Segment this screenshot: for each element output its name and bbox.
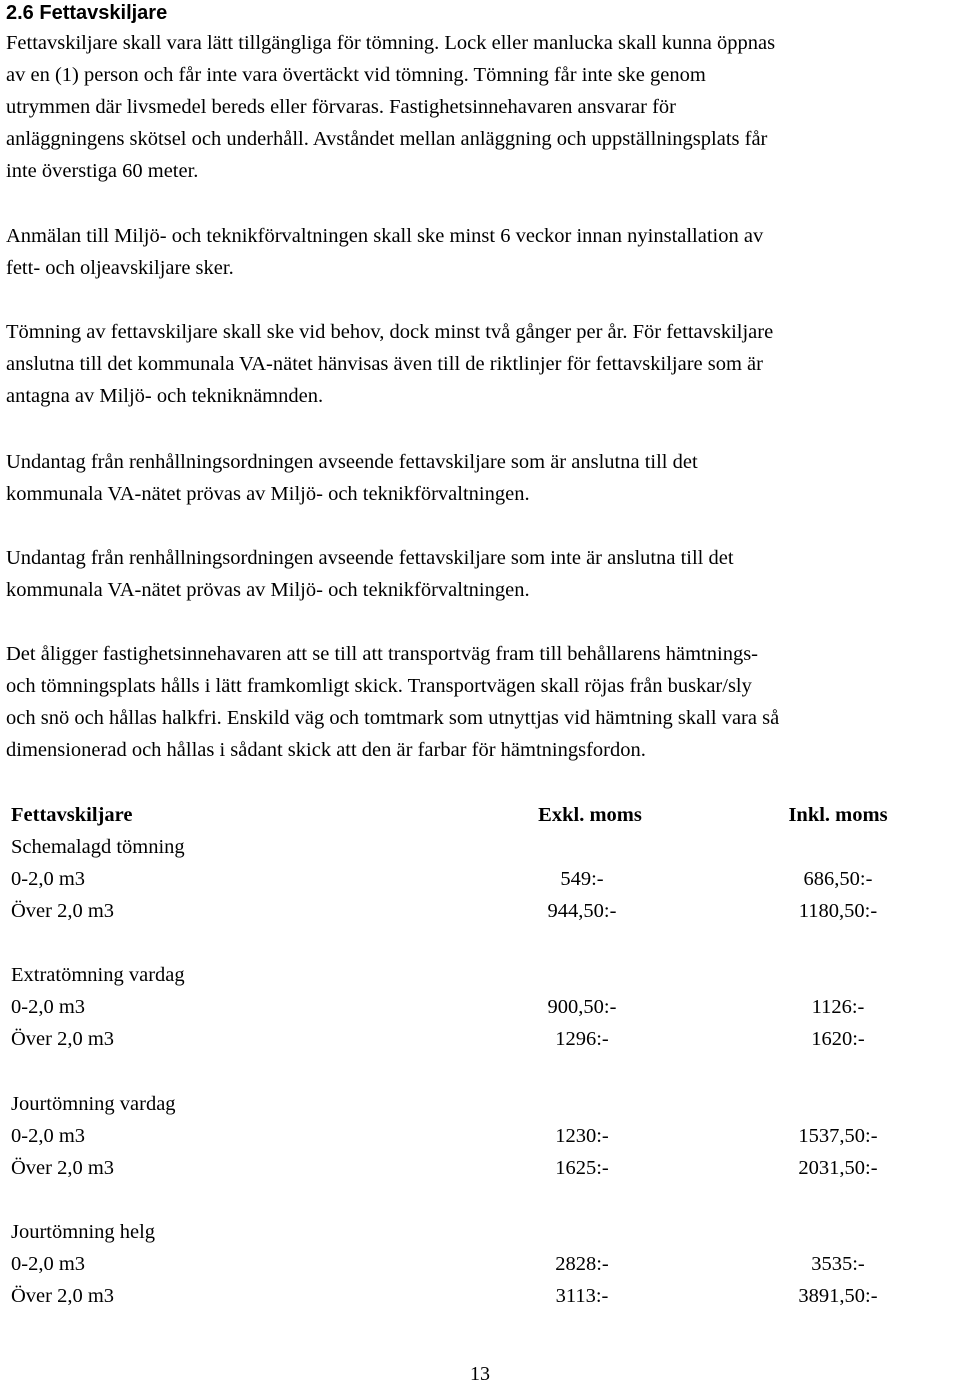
price-row	[0, 991, 960, 1023]
text-line: kommunala VA-nätet prövas av Miljö- och teknikförvaltningen.	[6, 579, 530, 601]
text-line: anslutna till det kommunala VA-nätet hänvisas även till de riktlinjer för fettavskiljare som är	[6, 353, 763, 375]
text-line: Anmälan till Miljö- och teknikförvaltningen skall ske minst 6 veckor innan nyinstallation av	[6, 225, 764, 247]
text-line: Det åligger fastighetsinnehavaren att se till att transportväg fram till behållarens hämtnings-	[6, 643, 758, 665]
size-label: 0-2,0 m3	[11, 1253, 86, 1275]
text-line: kommunala VA-nätet prövas av Miljö- och teknikförvaltningen.	[6, 483, 530, 505]
paragraph-emptying	[6, 316, 773, 412]
price-row	[0, 1023, 960, 1055]
text-line: Tömning av fettavskiljare skall ske vid behov, dock minst två gånger per år. För fettavskiljare	[6, 321, 774, 343]
size-label: Över 2,0 m3	[11, 900, 115, 922]
text-line: av en (1) person och får inte vara övertäckt vid tömning. Tömning får inte ske genom	[6, 64, 706, 86]
size-label: Över 2,0 m3	[11, 1285, 115, 1307]
paragraph-access	[6, 27, 775, 187]
price-row	[0, 1152, 960, 1184]
price-row	[0, 1120, 960, 1152]
text-line: anläggningens skötsel och underhåll. Avståndet mellan anläggning och uppställningsplats får	[6, 128, 768, 150]
price-table-header	[0, 799, 960, 831]
size-label: 0-2,0 m3	[11, 1125, 86, 1147]
price-inkl: 3891,50:-	[798, 1285, 878, 1307]
price-inkl: 1180,50:-	[798, 900, 878, 922]
column-header-item: Fettavskiljare	[11, 804, 133, 826]
price-exkl: 1230:-	[555, 1125, 609, 1147]
text-line: antagna av Miljö- och tekniknämnden.	[6, 385, 324, 407]
text-line: och tömningsplats hålls i lätt framkomligt skick. Transportvägen skall röjas från buskar/sly	[6, 675, 752, 697]
price-group-title	[0, 831, 960, 863]
price-row	[0, 863, 960, 895]
price-exkl: 2828:-	[555, 1253, 609, 1275]
price-exkl: 900,50:-	[547, 996, 617, 1018]
text-line: dimensionerad och hållas i sådant skick att den är farbar för hämtningsfordon.	[6, 739, 646, 761]
paragraph-exemption-not-connected	[6, 542, 734, 606]
size-label: 0-2,0 m3	[11, 868, 86, 890]
text-line: utrymmen där livsmedel bereds eller förvaras. Fastighetsinnehavaren ansvarar för	[6, 96, 676, 118]
group-title: Jourtömning vardag	[11, 1093, 176, 1115]
price-inkl: 1126:-	[811, 996, 865, 1018]
price-inkl: 1537,50:-	[798, 1125, 878, 1147]
paragraph-transport-route	[6, 638, 779, 766]
paragraph-notification	[6, 220, 763, 284]
size-label: Över 2,0 m3	[11, 1028, 115, 1050]
text-line: fett- och oljeavskiljare sker.	[6, 257, 234, 279]
price-exkl: 1296:-	[555, 1028, 609, 1050]
section-heading: 2.6 Fettavskiljare	[6, 2, 168, 24]
price-group-title	[0, 1216, 960, 1248]
text-line: Fettavskiljare skall vara lätt tillgängliga för tömning. Lock eller manlucka skall kunna öppnas	[6, 32, 776, 54]
text-line: inte överstiga 60 meter.	[6, 160, 199, 182]
price-row	[0, 1248, 960, 1280]
page-number: 13	[470, 1363, 490, 1385]
price-exkl: 3113:-	[555, 1285, 609, 1307]
group-title: Jourtömning helg	[11, 1221, 156, 1243]
column-header-inkl: Inkl. moms	[788, 804, 888, 826]
price-row	[0, 895, 960, 927]
paragraph-exemption-connected	[6, 446, 698, 510]
price-group-title	[0, 1088, 960, 1120]
group-title: Extratömning vardag	[11, 964, 185, 986]
price-exkl: 549:-	[560, 868, 604, 890]
text-line: Undantag från renhållningsordningen avseende fettavskiljare som är anslutna till det	[6, 451, 698, 473]
group-title: Schemalagd tömning	[11, 836, 185, 858]
column-header-exkl: Exkl. moms	[538, 804, 642, 826]
price-inkl: 686,50:-	[803, 868, 873, 890]
price-inkl: 3535:-	[811, 1253, 865, 1275]
price-group-title	[0, 959, 960, 991]
price-exkl: 944,50:-	[547, 900, 617, 922]
text-line: och snö och hållas halkfri. Enskild väg och tomtmark som utnyttjas vid hämtning skall vara så	[6, 707, 780, 729]
text-line: Undantag från renhållningsordningen avseende fettavskiljare som inte är anslutna till det	[6, 547, 734, 569]
price-row	[0, 1280, 960, 1312]
price-inkl: 2031,50:-	[798, 1157, 878, 1179]
size-label: Över 2,0 m3	[11, 1157, 115, 1179]
price-inkl: 1620:-	[811, 1028, 865, 1050]
price-exkl: 1625:-	[555, 1157, 609, 1179]
size-label: 0-2,0 m3	[11, 996, 86, 1018]
